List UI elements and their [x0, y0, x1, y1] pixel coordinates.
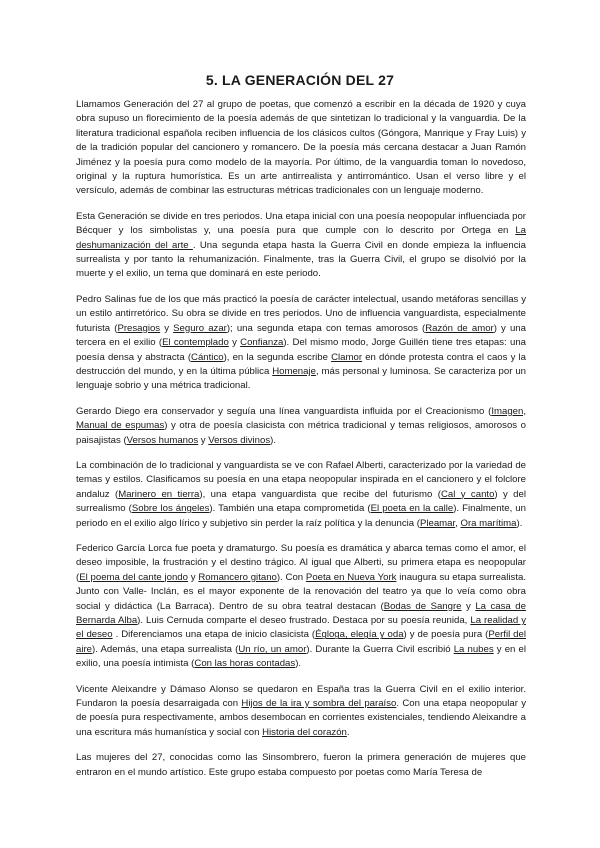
- text-run: ).: [270, 434, 276, 446]
- document-body: [76, 98, 526, 791]
- underlined-title: La deshumanización del arte: [76, 225, 526, 251]
- paragraph: [76, 459, 526, 531]
- text-run: ). Además, una etapa surrealista (: [92, 643, 239, 655]
- underlined-title: El poema del cante jondo: [79, 571, 188, 583]
- text-run: Llamamos Generación del 27 al grupo de poetas, que comenzó a escribir en la década de 1920 y cuya obra supuso un florecimiento de la poesía además de que sintetizan lo tradicional y la vanguardia. De la literatura tradicional española reciben influencia de los clásicos cultos (Góngora, Manrique y Fray Luis) y de la tradición popular del cancionero y romancero. De la poesía más cercana destacar a Juan Ramón Jiménez y la poesía pura como modelo de la mayoría. Por último, de la vanguardia toman lo novedoso, original y la ruptura humorística. Es un arte antirrealista y antirromántico. Usan el verso libre y el versículo, además de combinar las estructuras métricas tradicionales con un lenguaje moderno.: [76, 99, 526, 197]
- text-run: Vicente Aleixandre y Dámaso Alonso se quedaron en España tras la Guerra Civil en el exilio interior. Fundaron la poesía desarraigada con: [76, 683, 526, 710]
- underlined-title: Homenaje: [272, 365, 316, 377]
- text-run: ). Luis Cernuda comparte el deseo frustrado. Destaca por su poesía reunida,: [137, 615, 471, 626]
- underlined-title: Versos humanos: [126, 434, 199, 446]
- text-run: en dónde protesta contra el caos y la destrucción del mundo, y en la última pública: [76, 351, 527, 377]
- text-run: ). Durante la Guerra Civil escribió: [306, 643, 454, 655]
- underlined-title: Marinero en tierra: [118, 488, 200, 500]
- underlined-title: Confianza: [240, 337, 284, 349]
- underlined-title: Razón de amor: [425, 322, 494, 334]
- underlined-title: Presagios: [117, 322, 161, 334]
- text-run: Las mujeres del 27, conocidas como las Sinsombrero, fueron la primera generación de mujeres que entraron en el mundo artístico. Este grupo estaba compuesto por poetas como María Teresa de: [76, 752, 526, 778]
- text-run: ).: [295, 658, 302, 670]
- paragraph: [76, 542, 526, 672]
- underlined-title: Pleamar: [419, 517, 456, 529]
- paragraph: [76, 293, 526, 394]
- text-run: y: [160, 322, 174, 334]
- underlined-title: Ora marítima: [460, 517, 517, 529]
- text-run: ), una etapa vanguardista que recibe del futurismo (: [199, 488, 441, 500]
- underlined-title: Un río, un amor: [238, 643, 307, 655]
- text-run: Gerardo Diego era conservador y seguía una línea vanguardista influida por el Creacionismo (: [76, 405, 492, 417]
- text-run: y: [187, 571, 199, 583]
- text-run: ,: [455, 517, 461, 529]
- text-run: ) y de poesía pura (: [403, 629, 489, 641]
- text-run: y: [461, 600, 476, 612]
- text-run: .: [346, 726, 350, 738]
- underlined-title: Seguro azar: [173, 322, 227, 334]
- text-run: Pedro Salinas fue de los que más practicó la poesía de carácter intelectual, usando metáforas sencillas y un estilo antirretórico. Su obra se divide en tres periodos. Uno de influencia vanguardista, especialmente futurista (: [76, 293, 526, 334]
- text-run: ). También una etapa comprometida (: [209, 503, 371, 515]
- text-run: ).: [516, 517, 523, 529]
- text-run: La combinación de lo tradicional y vanguardista se ve con Rafael Alberti, caracterizado por la variedad de temas y estilos. Clasificamos su poesía en una etapa neopopular inspirada en el cancionero y el folclore andaluz (: [76, 459, 526, 500]
- text-run: . Con una etapa neopopular y de poesía pura respectivamente, ambos desembocan en corrientes existenciales, tendiendo Aleixandre a una escritura más humanística y social con: [76, 698, 527, 738]
- text-run: Esta Generación se divide en tres periodos. Una etapa inicial con una poesía neopopular influenciada por Bécquer y los simbolistas y, una poesía pura que cumple con lo descrito por Ortega en: [76, 210, 526, 237]
- underlined-title: Sobre los ángeles: [131, 503, 210, 515]
- text-run: . Diferenciamos una etapa de inicio clasicista (: [112, 629, 316, 641]
- paragraph: [76, 98, 526, 199]
- underlined-title: Historia del corazón: [262, 726, 347, 738]
- underlined-title: El contemplado: [162, 337, 229, 349]
- underlined-title: El poeta en la calle: [370, 503, 454, 515]
- underlined-title: Égloga, elegía y oda: [315, 629, 404, 641]
- page-title: 5. LA GENERACIÓN DEL 27: [205, 72, 395, 88]
- paragraph: [76, 210, 526, 282]
- underlined-title: Perfil del aire: [76, 629, 526, 655]
- underlined-title: Cántico: [191, 351, 224, 363]
- underlined-title: Versos divinos: [208, 434, 271, 446]
- text-run: y en el exilio, una poesía intimista (: [76, 643, 526, 670]
- text-run: Federico García Lorca fue poeta y dramaturgo. Su poesía es dramática y abarca temas como el amor, el deseo imposible, la frustración y el destino trágico. Al igual que Alberti, su primera etapa es neopopular (: [76, 542, 526, 583]
- text-run: inaugura su etapa surrealista. Junto con Valle- Inclán, es el mayor exponente de la renovación del teatro ya que lo veía como obra social y didáctica (La Barraca). Dentro de su obra teatral destacan (: [76, 571, 526, 612]
- text-run: ); una segunda etapa con temas amorosos (: [226, 322, 426, 334]
- underlined-title: Clamor: [331, 351, 363, 363]
- text-run: ), en la segunda escribe: [223, 351, 332, 363]
- paragraph: [76, 405, 526, 448]
- text-run: ). Del mismo modo, Jorge Guillén tiene tres etapas: una poesía densa y abstracta (: [76, 337, 526, 363]
- text-run: , más personal y luminosa. Se caracteriza por un lenguaje sobrio y una métrica tradicional.: [76, 365, 526, 392]
- paragraph: [76, 683, 526, 741]
- underlined-title: Poeta en Nueva York: [305, 571, 397, 583]
- underlined-title: La casa de Bernarda Alba: [76, 600, 526, 626]
- text-run: ) y una tercera en el exilio (: [76, 322, 526, 349]
- underlined-title: Romancero gitano: [198, 571, 277, 583]
- paragraph: [76, 751, 526, 780]
- text-run: y: [228, 337, 241, 349]
- text-run: ). Finalmente, un periodo en el exilio algo lírico y subjetivo sin perder la raíz política y la denuncia (: [76, 503, 526, 529]
- text-run: y: [198, 434, 209, 446]
- text-run: ) y otra de poesía clasicista con métrica tradicional y temas religiosos, amorosos o paisajistas (: [76, 420, 526, 446]
- text-run: ) y del surrealismo (: [76, 488, 526, 515]
- text-run: . Una segunda etapa hasta la Guerra Civil en donde empieza la influencia surrealista y por tanto la rehumanización. Finalmente, tras la Guerra Civil, el grupo se disolvió por la muerte y el exilio, un tema que dominará en este periodo.: [76, 239, 526, 280]
- underlined-title: Hijos de la ira y sombra del paraíso: [241, 698, 397, 710]
- text-run: ). Con: [276, 571, 306, 583]
- underlined-title: Cal y canto: [440, 488, 495, 500]
- underlined-title: Bodas de Sangre: [383, 600, 462, 612]
- underlined-title: La nubes: [453, 643, 494, 655]
- underlined-title: La realidad y el deseo: [76, 615, 526, 641]
- underlined-title: Imagen, Manual de espumas: [76, 405, 526, 432]
- underlined-title: Con las horas contadas: [194, 658, 296, 670]
